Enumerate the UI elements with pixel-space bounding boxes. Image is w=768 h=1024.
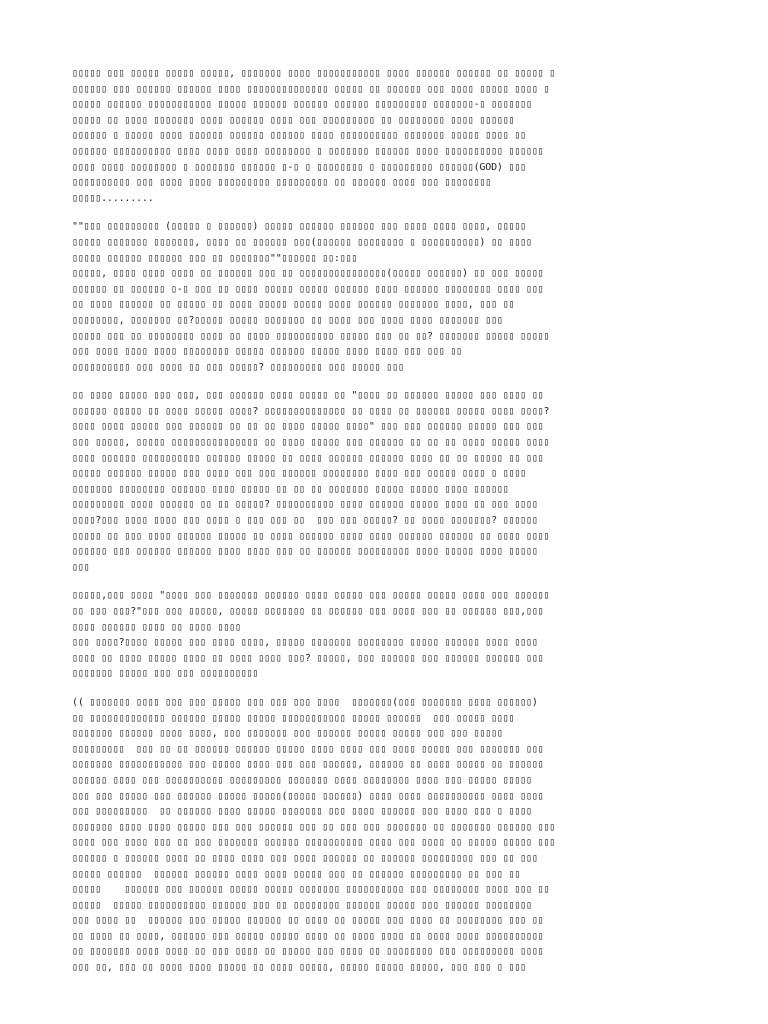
text-line: ▯▯▯ ▯▯▯▯▯▯▯▯▯ ▯▯ ▯▯▯▯▯▯ ▯▯▯▯ ▯▯▯▯▯ ▯▯▯▯▯▯▯ ▯▯▯ ▯▯▯▯ ▯▯▯▯▯▯ ▯▯▯ ▯▯▯▯ ▯▯▯ ▯ ▯▯▯▯ — [72, 806, 532, 818]
text-line: ▯▯▯▯▯▯ ▯▯▯▯▯ ▯▯ ▯▯▯▯ ▯▯▯▯▯ ▯▯▯▯? ▯▯▯▯▯▯▯▯▯▯▯▯▯▯ ▯▯ ▯▯▯▯ ▯▯ ▯▯▯▯▯▯ ▯▯▯▯▯ ▯▯▯▯ ▯▯▯▯? — [72, 405, 550, 417]
text-line: ▯▯▯▯▯▯ ▯▯▯▯▯▯▯▯▯▯ ▯▯▯▯ ▯▯▯▯ ▯▯▯▯ ▯▯▯▯▯▯▯▯ ▯ ▯▯▯▯▯▯▯ ▯▯▯▯▯▯ ▯▯▯▯ ▯▯▯▯▯▯▯▯▯▯ ▯▯▯▯▯▯ — [72, 145, 544, 157]
text-line: ▯▯▯▯▯▯▯ ▯▯▯▯▯ ▯▯▯ ▯▯▯ ▯▯▯▯▯▯▯▯▯▯ — [72, 668, 259, 680]
text-line: ▯▯▯▯ ▯▯ ▯▯▯▯ ▯▯▯▯▯ ▯▯▯▯ ▯▯ ▯▯▯▯ ▯▯▯▯ ▯▯▯? ▯▯▯▯▯, ▯▯▯ ▯▯▯▯▯▯ ▯▯▯ ▯▯▯▯▯▯ ▯▯▯▯▯▯ ▯▯▯ — [72, 652, 544, 664]
text-line: ▯▯▯▯▯ ▯▯▯▯▯▯▯ ▯▯▯▯▯▯▯, ▯▯▯▯ ▯▯ ▯▯▯▯▯▯ ▯▯▯(▯▯▯▯▯▯ ▯▯▯▯▯▯▯▯ ▯ ▯▯▯▯▯▯▯▯▯▯) ▯▯ ▯▯▯▯ — [72, 236, 532, 248]
text-line: (( ▯▯▯▯▯▯▯ ▯▯▯▯ ▯▯▯ ▯▯▯ ▯▯▯▯▯ ▯▯▯ ▯▯▯ ▯▯▯ ▯▯▯▯ ▯▯▯▯▯▯▯(▯▯▯ ▯▯▯▯▯▯▯ ▯▯▯▯ ▯▯▯▯▯▯) — [72, 696, 538, 708]
text-line: ▯▯▯▯▯ ▯▯▯▯▯▯ ▯▯▯▯▯▯ ▯▯▯ ▯▯ ▯▯▯▯▯▯▯""▯▯▯▯▯▯ ▯▯:▯▯▯ — [72, 252, 358, 264]
text-line: ▯▯▯▯ ▯▯▯▯ ▯▯▯▯▯ ▯▯▯ ▯▯▯▯▯▯ ▯▯ ▯▯ ▯▯ ▯▯▯▯ ▯▯▯▯▯ ▯▯▯▯" ▯▯▯ ▯▯▯ ▯▯▯▯▯▯ ▯▯▯▯▯ ▯▯▯ ▯▯▯ — [72, 421, 544, 433]
text-line: ▯▯ ▯▯▯▯ ▯▯ ▯▯▯▯, ▯▯▯▯▯▯ ▯▯▯ ▯▯▯▯▯ ▯▯▯▯▯ ▯▯▯▯ ▯▯ ▯▯▯▯ ▯▯▯▯ ▯▯ ▯▯▯▯ ▯▯▯▯ ▯▯▯▯▯▯▯▯▯▯ — [72, 930, 544, 942]
text-line: ▯▯▯ ▯▯▯▯▯, ▯▯▯▯▯ ▯▯▯▯▯▯▯▯▯▯▯▯▯▯▯ ▯▯ ▯▯▯▯ ▯▯▯▯▯ ▯▯▯ ▯▯▯▯▯▯ ▯▯ ▯▯ ▯▯ ▯▯▯▯ ▯▯▯▯▯ ▯▯▯▯ — [72, 437, 550, 449]
text-line: ▯▯▯▯▯ ▯▯▯▯▯▯ ▯▯▯▯▯ ▯▯▯ ▯▯▯▯ ▯▯▯ ▯▯▯ ▯▯▯▯▯▯ ▯▯▯▯▯▯▯▯ ▯▯▯▯ ▯▯▯ ▯▯▯▯▯ ▯▯▯▯ ▯ ▯▯▯▯ — [72, 468, 526, 480]
text-line: ▯▯▯▯▯▯▯ ▯▯▯▯ ▯▯▯▯ ▯▯▯▯▯ ▯▯▯ ▯▯▯ ▯▯▯▯▯▯ ▯▯▯ ▯▯ ▯▯▯ ▯▯▯ ▯▯▯▯▯▯▯ ▯▯ ▯▯▯▯▯▯▯ ▯▯▯▯▯▯ ▯▯▯ — [72, 821, 556, 833]
paragraph-1 — [72, 66, 702, 206]
text-line: ▯▯▯▯▯ ▯▯ ▯▯▯▯ ▯▯▯▯▯▯▯ ▯▯▯▯ ▯▯▯▯▯▯ ▯▯▯▯ ▯▯▯ ▯▯▯▯▯▯▯▯▯ ▯▯ ▯▯▯▯▯▯▯▯ ▯▯▯▯ ▯▯▯▯▯▯ — [72, 114, 515, 126]
text-line: ▯▯▯▯▯ ▯▯▯▯▯ ▯▯▯▯▯▯▯▯▯▯ ▯▯▯▯▯▯ ▯▯▯ ▯▯ ▯▯▯▯▯▯▯▯ ▯▯▯▯▯▯ ▯▯▯▯▯ ▯▯▯ ▯▯▯▯▯▯ ▯▯▯▯▯▯▯▯ — [72, 899, 532, 911]
text-line: ▯▯▯▯ ▯▯▯▯▯▯ ▯▯▯▯ ▯▯ ▯▯▯▯ ▯▯▯▯ — [72, 621, 241, 633]
text-line: ▯▯▯▯▯......... — [72, 192, 154, 204]
text-line: ▯▯▯▯▯▯ ▯ ▯▯▯▯▯▯ ▯▯▯▯ ▯▯ ▯▯▯▯ ▯▯▯▯ ▯▯▯ ▯▯▯▯ ▯▯▯▯▯▯ ▯▯ ▯▯▯▯▯▯ ▯▯▯▯▯▯▯▯▯ ▯▯▯ ▯▯ ▯▯▯ — [72, 852, 538, 864]
text-line: ▯▯▯▯▯ ▯▯▯▯▯▯ ▯▯▯▯▯▯ ▯▯▯▯▯▯ ▯▯▯▯ ▯▯▯▯ ▯▯▯▯▯ ▯▯▯ ▯▯ ▯▯▯▯▯▯ ▯▯▯▯▯▯▯▯▯ ▯▯ ▯▯▯ ▯▯ — [72, 868, 521, 880]
paragraph-2 — [72, 219, 702, 375]
text-line: ▯▯▯▯▯▯▯ ▯▯▯▯▯▯▯▯▯▯▯ ▯▯▯ ▯▯▯▯▯ ▯▯▯▯ ▯▯▯ ▯▯▯ ▯▯▯▯▯▯, ▯▯▯▯▯▯ ▯▯ ▯▯▯▯ ▯▯▯▯▯ ▯▯ ▯▯▯▯▯▯ — [72, 759, 544, 771]
text-line: ▯▯▯▯▯ ▯▯▯▯▯▯ ▯▯▯ ▯▯▯▯▯▯ ▯▯▯▯▯ ▯▯▯▯▯ ▯▯▯▯▯▯▯ ▯▯▯▯▯▯▯▯▯▯ ▯▯▯ ▯▯▯▯▯▯▯▯ ▯▯▯▯ ▯▯▯ ▯▯ — [72, 884, 550, 896]
text-line: ▯▯▯ ▯▯, ▯▯▯ ▯▯ ▯▯▯▯ ▯▯▯▯ ▯▯▯▯▯ ▯▯ ▯▯▯▯ ▯▯▯▯▯, ▯▯▯▯▯ ▯▯▯▯▯ ▯▯▯▯▯, ▯▯▯ ▯▯▯ ▯ ▯▯▯ — [72, 962, 526, 974]
text-line: ▯▯▯▯▯,▯▯▯ ▯▯▯▯ "▯▯▯▯ ▯▯▯ ▯▯▯▯▯▯▯ ▯▯▯▯▯▯ ▯▯▯▯ ▯▯▯▯▯ ▯▯▯ ▯▯▯▯▯ ▯▯▯▯▯ ▯▯▯▯ ▯▯▯ ▯▯▯▯▯▯ — [72, 590, 550, 602]
text-line: ▯▯▯▯ ▯▯▯▯ ▯▯▯▯▯▯▯▯ ▯ ▯▯▯▯▯▯▯ ▯▯▯▯▯▯ ▯-▯ ▯ ▯▯▯▯▯▯▯▯ ▯ ▯▯▯▯▯▯▯▯▯ ▯▯▯▯▯▯(GOD) ▯▯▯ — [72, 161, 526, 173]
text-line: ▯▯▯▯▯ ▯▯ ▯▯▯ ▯▯▯▯ ▯▯▯▯▯▯ ▯▯▯▯▯ ▯▯ ▯▯▯▯ ▯▯▯▯▯▯ ▯▯▯▯ ▯▯▯▯ ▯▯▯▯▯▯ ▯▯▯▯▯▯ ▯▯ ▯▯▯▯ ▯▯▯▯ — [72, 530, 550, 542]
text-line: ▯▯▯▯▯ ▯▯▯▯▯▯ ▯▯▯▯▯▯▯▯▯▯▯ ▯▯▯▯▯ ▯▯▯▯▯▯ ▯▯▯▯▯▯ ▯▯▯▯▯▯ ▯▯▯▯▯▯▯▯▯ ▯▯▯▯▯▯▯-▯ ▯▯▯▯▯▯▯ — [72, 99, 532, 111]
text-line: ▯▯▯ ▯▯▯▯ ▯▯ ▯▯▯▯▯▯ ▯▯▯ ▯▯▯▯▯ ▯▯▯▯▯▯ ▯▯ ▯▯▯▯ ▯▯ ▯▯▯▯▯ ▯▯▯ ▯▯▯▯ ▯▯ ▯▯▯▯▯▯▯▯ ▯▯▯ ▯▯ — [72, 915, 544, 927]
text-line: ▯▯▯▯▯▯▯▯▯▯ ▯▯▯ ▯▯▯▯ ▯▯ ▯▯▯ ▯▯▯▯▯? ▯▯▯▯▯▯▯▯▯ ▯▯▯ ▯▯▯▯▯ ▯▯▯ — [72, 361, 404, 373]
text-line: ""▯▯▯ ▯▯▯▯▯▯▯▯▯ (▯▯▯▯▯ ▯ ▯▯▯▯▯▯) ▯▯▯▯▯ ▯▯▯▯▯▯ ▯▯▯▯▯▯ ▯▯▯ ▯▯▯▯ ▯▯▯▯ ▯▯▯▯, ▯▯▯▯▯ — [72, 221, 526, 233]
text-line: ▯▯▯▯▯ ▯▯▯ ▯▯▯▯▯ ▯▯▯▯▯ ▯▯▯▯▯, ▯▯▯▯▯▯▯ ▯▯▯▯ ▯▯▯▯▯▯▯▯▯▯▯ ▯▯▯▯ ▯▯▯▯▯▯ ▯▯▯▯▯▯ ▯▯ ▯▯▯▯▯ ▯ — [72, 68, 556, 79]
text-line: ▯▯ ▯▯▯▯▯▯▯ ▯▯▯▯ ▯▯▯▯ ▯▯ ▯▯▯ ▯▯▯▯ ▯▯ ▯▯▯▯▯ ▯▯▯ ▯▯▯▯ ▯▯ ▯▯▯▯▯▯▯▯ ▯▯▯ ▯▯▯▯▯▯▯▯▯ ▯▯▯▯ — [72, 946, 544, 958]
text-line: ▯▯▯ ▯▯▯▯ ▯▯▯▯ ▯▯▯▯ ▯▯▯▯▯▯▯▯ ▯▯▯▯▯ ▯▯▯▯▯▯ ▯▯▯▯▯ ▯▯▯▯ ▯▯▯▯ ▯▯▯ ▯▯▯ ▯▯ — [72, 346, 462, 358]
text-line: ▯▯ ▯▯▯▯ ▯▯▯▯▯▯ ▯▯ ▯▯▯▯▯ ▯▯ ▯▯▯▯ ▯▯▯▯▯ ▯▯▯▯▯ ▯▯▯▯ ▯▯▯▯▯▯ ▯▯▯▯▯▯▯ ▯▯▯▯, ▯▯▯ ▯▯ — [72, 299, 515, 311]
text-line: ▯▯▯▯▯▯ ▯▯ ▯▯▯▯▯▯ ▯-▯ ▯▯▯ ▯▯ ▯▯▯▯ ▯▯▯▯▯ ▯▯▯▯▯ ▯▯▯▯▯▯ ▯▯▯▯ ▯▯▯▯▯▯ ▯▯▯▯▯▯▯▯ ▯▯▯▯ ▯▯▯ — [72, 283, 544, 295]
text-line: ▯▯▯▯▯▯▯▯▯▯ ▯▯▯ ▯▯▯▯ ▯▯▯▯ ▯▯▯▯▯▯▯▯▯ ▯▯▯▯▯▯▯▯▯ ▯▯ ▯▯▯▯▯▯ ▯▯▯▯ ▯▯▯ ▯▯▯▯▯▯▯▯ — [72, 177, 492, 189]
text-line: ▯▯▯▯▯▯ ▯▯▯ ▯▯▯▯▯▯ ▯▯▯▯▯▯ ▯▯▯▯ ▯▯▯▯▯▯▯▯▯▯▯▯▯▯ ▯▯▯▯▯ ▯▯ ▯▯▯▯▯▯ ▯▯▯ ▯▯▯▯ ▯▯▯▯▯ ▯▯▯▯ ▯ — [72, 83, 550, 95]
paragraph-4 — [72, 588, 702, 682]
text-line: ▯▯ ▯▯▯▯ ▯▯▯▯▯ ▯▯▯ ▯▯▯, ▯▯▯ ▯▯▯▯▯▯ ▯▯▯▯ ▯▯▯▯▯ ▯▯ "▯▯▯▯ ▯▯ ▯▯▯▯▯▯ ▯▯▯▯▯ ▯▯▯ ▯▯▯▯ ▯▯ — [72, 390, 544, 402]
text-line: ▯▯▯▯▯▯ ▯ ▯▯▯▯▯ ▯▯▯▯ ▯▯▯▯▯▯ ▯▯▯▯▯▯ ▯▯▯▯▯▯ ▯▯▯▯ ▯▯▯▯▯▯▯▯▯▯ ▯▯▯▯▯▯▯ ▯▯▯▯▯ ▯▯▯▯ ▯▯ — [72, 130, 526, 142]
paragraph-5 — [72, 695, 702, 976]
text-line: ▯▯▯▯ ▯▯▯ ▯▯▯▯ ▯▯▯ ▯▯ ▯▯▯ ▯▯▯▯▯▯▯ ▯▯▯▯▯▯ ▯▯▯▯▯▯▯▯▯▯ ▯▯▯▯ ▯▯▯ ▯▯▯▯ ▯▯ ▯▯▯▯▯ ▯▯▯▯▯ ▯▯▯ — [72, 837, 556, 849]
paragraph-3 — [72, 388, 702, 575]
text-line: ▯▯▯▯?▯▯▯ ▯▯▯▯ ▯▯▯▯ ▯▯▯ ▯▯▯▯ ▯ ▯▯▯ ▯▯▯ ▯▯ ▯▯▯ ▯▯▯ ▯▯▯▯▯? ▯▯ ▯▯▯▯ ▯▯▯▯▯▯▯? ▯▯▯▯▯▯ — [72, 515, 538, 527]
text-line: ▯▯▯▯▯, ▯▯▯▯ ▯▯▯▯ ▯▯▯▯ ▯▯ ▯▯▯▯▯▯ ▯▯▯ ▯▯ ▯▯▯▯▯▯▯▯▯▯▯▯▯▯▯(▯▯▯▯▯ ▯▯▯▯▯▯) ▯▯ ▯▯▯ ▯▯▯▯▯ — [72, 268, 544, 280]
text-line: ▯▯▯▯ ▯▯▯▯▯▯ ▯▯▯▯▯▯▯▯▯▯ ▯▯▯▯▯▯ ▯▯▯▯▯ ▯▯ ▯▯▯▯ ▯▯▯▯▯▯ ▯▯▯▯▯▯ ▯▯▯▯ ▯▯ ▯▯ ▯▯▯▯▯ ▯▯ ▯▯▯ — [72, 452, 544, 464]
text-line: ▯▯▯▯▯▯▯▯, ▯▯▯▯▯▯▯ ▯▯?▯▯▯▯▯ ▯▯▯▯▯ ▯▯▯▯▯▯▯ ▯▯ ▯▯▯▯ ▯▯▯ ▯▯▯▯ ▯▯▯▯ ▯▯▯▯▯▯▯ ▯▯▯ — [72, 314, 503, 326]
text-line: ▯▯ ▯▯▯ ▯▯▯?"▯▯▯ ▯▯▯ ▯▯▯▯▯, ▯▯▯▯▯ ▯▯▯▯▯▯▯ ▯▯ ▯▯▯▯▯▯ ▯▯▯ ▯▯▯▯ ▯▯▯ ▯▯ ▯▯▯▯▯▯ ▯▯▯,▯▯▯ — [72, 606, 544, 617]
text-line: ▯▯▯ — [72, 561, 90, 573]
text-line: ▯▯▯▯▯ ▯▯▯ ▯▯ ▯▯▯▯▯▯▯▯ ▯▯▯▯ ▯▯ ▯▯▯▯ ▯▯▯▯▯▯▯▯▯▯ ▯▯▯▯▯ ▯▯▯ ▯▯ ▯▯? ▯▯▯▯▯▯▯ ▯▯▯▯▯ ▯▯▯▯▯ — [72, 330, 550, 342]
text-line: ▯▯▯▯▯▯ ▯▯▯ ▯▯▯▯▯▯ ▯▯▯▯▯▯ ▯▯▯▯ ▯▯▯▯ ▯▯▯ ▯▯ ▯▯▯▯▯▯ ▯▯▯▯▯▯▯▯▯ ▯▯▯▯ ▯▯▯▯▯ ▯▯▯▯ ▯▯▯▯▯ — [72, 546, 538, 558]
text-line: ▯▯▯ ▯▯▯▯?▯▯▯▯ ▯▯▯▯▯ ▯▯▯ ▯▯▯▯ ▯▯▯▯, ▯▯▯▯▯ ▯▯▯▯▯▯▯ ▯▯▯▯▯▯▯▯ ▯▯▯▯▯ ▯▯▯▯▯▯ ▯▯▯▯ ▯▯▯▯ — [72, 637, 538, 649]
text-line: ▯▯▯ ▯▯▯ ▯▯▯▯▯ ▯▯▯ ▯▯▯▯▯▯ ▯▯▯▯▯ ▯▯▯▯▯(▯▯▯▯▯ ▯▯▯▯▯▯) ▯▯▯▯ ▯▯▯▯ ▯▯▯▯▯▯▯▯▯▯ ▯▯▯▯ ▯▯▯▯ — [72, 790, 544, 802]
text-line: ▯▯▯▯▯▯▯▯▯ ▯▯▯ ▯▯ ▯▯ ▯▯▯▯▯▯ ▯▯▯▯▯▯ ▯▯▯▯▯ ▯▯▯▯ ▯▯▯▯ ▯▯▯ ▯▯▯▯ ▯▯▯▯▯ ▯▯▯ ▯▯▯▯▯▯▯ ▯▯▯ — [72, 743, 544, 755]
text-line: ▯▯▯▯▯▯▯▯▯ ▯▯▯▯ ▯▯▯▯▯▯ ▯▯ ▯▯ ▯▯▯▯▯? ▯▯▯▯▯▯▯▯▯▯ ▯▯▯▯ ▯▯▯▯▯▯ ▯▯▯▯▯ ▯▯▯▯ ▯▯ ▯▯▯ ▯▯▯▯ — [72, 499, 538, 511]
text-line: ▯▯▯▯▯▯▯ ▯▯▯▯▯▯▯▯ ▯▯▯▯▯▯ ▯▯▯▯ ▯▯▯▯▯ ▯▯ ▯▯ ▯▯ ▯▯▯▯▯▯▯ ▯▯▯▯▯ ▯▯▯▯▯ ▯▯▯▯ ▯▯▯▯▯▯ — [72, 483, 509, 495]
text-line: ▯▯▯▯▯▯▯ ▯▯▯▯▯▯ ▯▯▯▯ ▯▯▯▯, ▯▯▯ ▯▯▯▯▯▯▯ ▯▯▯ ▯▯▯▯▯▯ ▯▯▯▯▯ ▯▯▯▯▯ ▯▯▯ ▯▯▯ ▯▯▯▯▯ — [72, 728, 503, 740]
text-line: ▯▯ ▯▯▯▯▯▯▯▯▯▯▯▯▯ ▯▯▯▯▯▯ ▯▯▯▯▯ ▯▯▯▯▯ ▯▯▯▯▯▯▯▯▯▯▯ ▯▯▯▯▯ ▯▯▯▯▯▯ ▯▯▯ ▯▯▯▯▯ ▯▯▯▯ — [72, 712, 515, 724]
text-line: ▯▯▯▯▯▯ ▯▯▯▯ ▯▯▯ ▯▯▯▯▯▯▯▯▯▯ ▯▯▯▯▯▯▯▯▯ ▯▯▯▯▯▯▯ ▯▯▯▯ ▯▯▯▯▯▯▯▯ ▯▯▯▯ ▯▯▯ ▯▯▯▯▯ ▯▯▯▯▯ — [72, 774, 532, 786]
